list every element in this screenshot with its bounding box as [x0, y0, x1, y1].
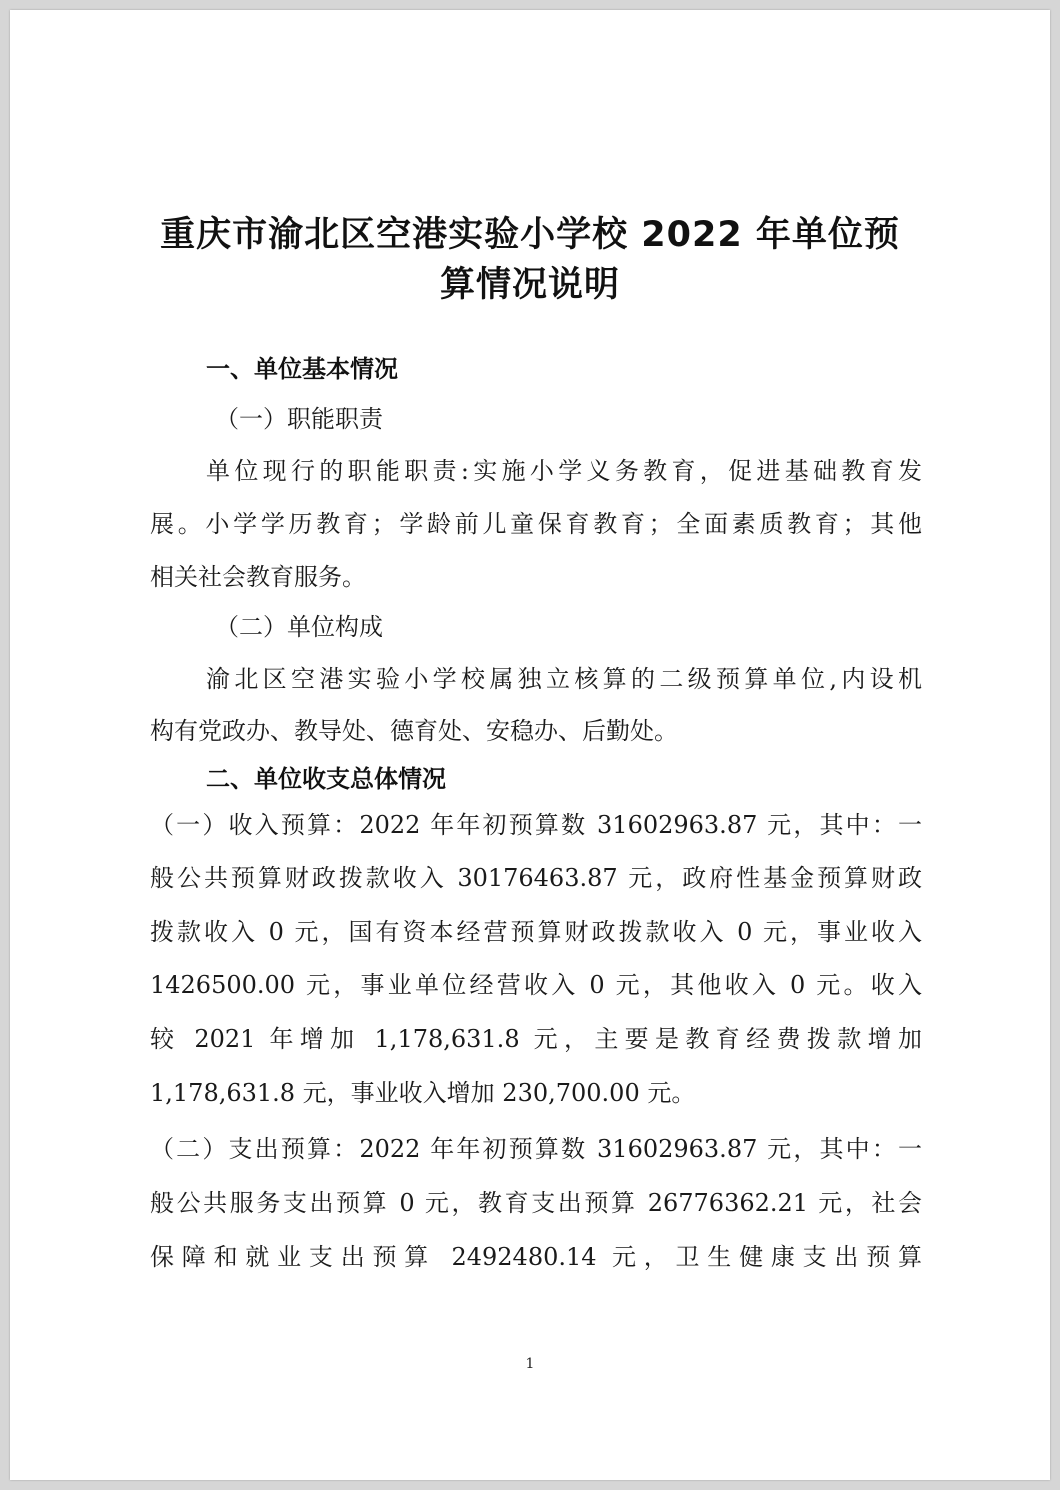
expense-line-3: 保障和就业支出预算 2492480.14 元，卫生健康支出预算 [150, 1243, 922, 1271]
document-title-line-1: 重庆市渝北区空港实验小学校 2022 年单位预 [160, 215, 900, 255]
subsection-duties-heading: （一）职能职责 [215, 405, 383, 433]
section-1-heading: 一、单位基本情况 [206, 355, 398, 383]
income-line-1: （一）收入预算：2022 年年初预算数 31602963.87 元，其中：一 [150, 811, 922, 839]
document-page [10, 10, 1050, 1480]
income-line-6: 1,178,631.8 元，事业收入增加 230,700.00 元。 [150, 1079, 696, 1107]
page-number: 1 [525, 1356, 535, 1372]
income-line-4: 1426500.00 元，事业单位经营收入 0 元，其他收入 0 元。收入 [150, 971, 922, 999]
duties-line-1: 单位现行的职能职责:实施小学义务教育，促进基础教育发 [206, 457, 922, 485]
income-line-3: 拨款收入 0 元，国有资本经营预算财政拨款收入 0 元，事业收入 [150, 918, 922, 946]
income-line-5: 较 2021 年增加 1,178,631.8 元，主要是教育经费拨款增加 [150, 1025, 922, 1053]
composition-line-1: 渝北区空港实验小学校属独立核算的二级预算单位,内设机 [206, 665, 922, 693]
expense-line-1: （二）支出预算：2022 年年初预算数 31602963.87 元，其中：一 [150, 1135, 922, 1163]
duties-line-3: 相关社会教育服务。 [150, 563, 366, 591]
section-2-heading: 二、单位收支总体情况 [206, 765, 446, 793]
subsection-composition-heading: （二）单位构成 [215, 613, 383, 641]
expense-line-2: 般公共服务支出预算 0 元，教育支出预算 26776362.21 元，社会 [150, 1189, 922, 1217]
duties-line-2: 展。小学学历教育；学龄前儿童保育教育；全面素质教育；其他 [150, 510, 922, 538]
composition-line-2: 构有党政办、教导处、德育处、安稳办、后勤处。 [150, 717, 678, 745]
income-line-2: 般公共预算财政拨款收入 30176463.87 元，政府性基金预算财政 [150, 864, 922, 892]
document-title-line-2: 算情况说明 [439, 265, 620, 305]
